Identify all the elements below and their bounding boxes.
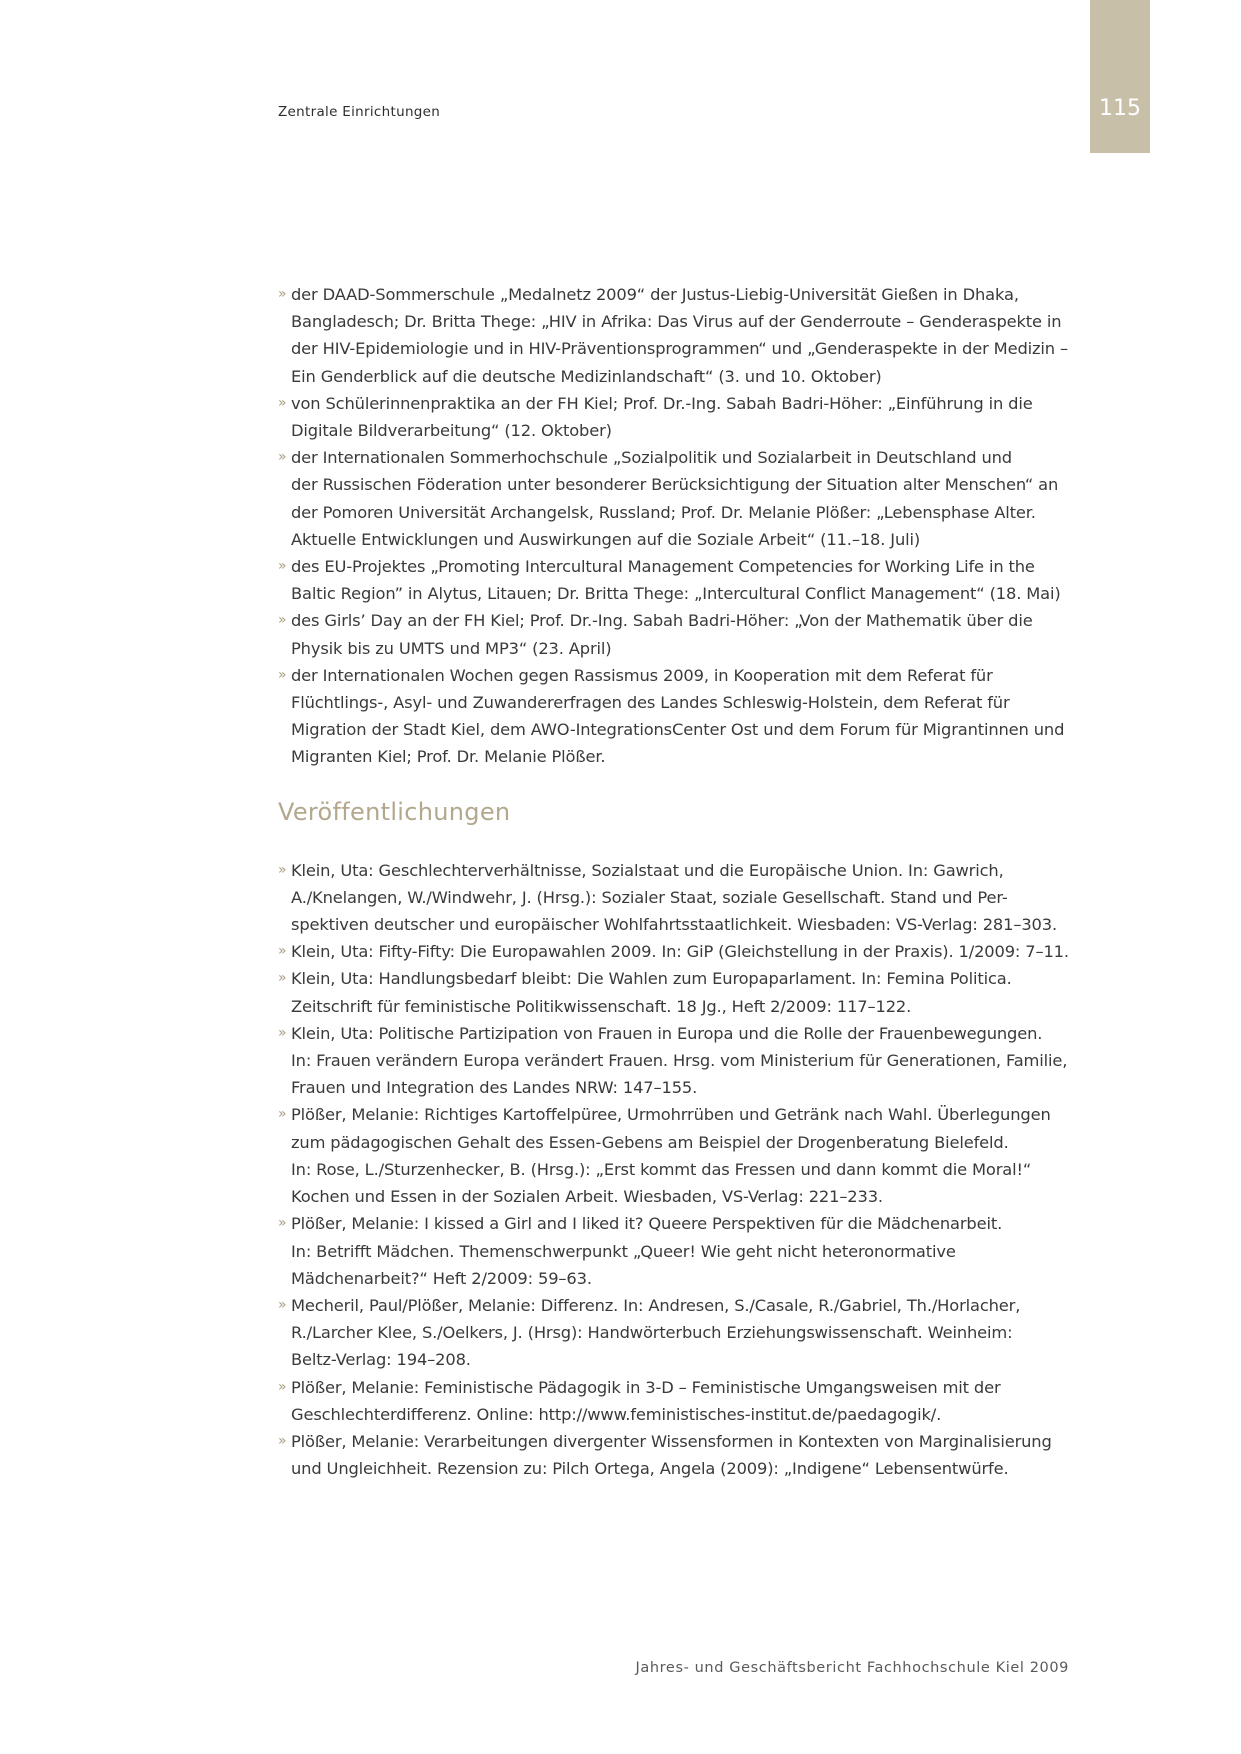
entry-line: Frauen und Integration des Landes NRW: 147–155. — [291, 1078, 698, 1098]
entry-line: Physik bis zu UMTS und MP3“ (23. April) — [291, 638, 612, 658]
event-entry — [278, 553, 1078, 607]
entry-line: der HIV-Epidemiologie und in HIV-Präventionsprogrammen“ und „Genderaspekte in der Medizin – — [291, 339, 1068, 359]
entry-line: Plößer, Melanie: Verarbeitungen divergenter Wissensformen in Kontexten von Marginalisierung — [291, 1431, 1052, 1451]
event-entry — [278, 444, 1078, 553]
bullet-marker: » — [278, 558, 287, 575]
publication-entry — [278, 1210, 1078, 1292]
bullet-marker: » — [278, 1024, 287, 1041]
bullet-marker: » — [278, 1432, 287, 1449]
entry-line: Aktuelle Entwicklungen und Auswirkungen auf die Soziale Arbeit“ (11.–18. Juli) — [291, 529, 921, 549]
publication-entry — [278, 1374, 1078, 1428]
entry-line: Klein, Uta: Fifty-Fifty: Die Europawahlen 2009. In: GiP (Gleichstellung in der Praxis). 1/2009: 7–11. — [291, 942, 1069, 962]
bullet-marker: » — [278, 1296, 287, 1313]
entry-line: der Internationalen Wochen gegen Rassismus 2009, in Kooperation mit dem Referat für — [291, 665, 993, 685]
entry-line: des Girls’ Day an der FH Kiel; Prof. Dr.-Ing. Sabah Badri-Höher: „Von der Mathematik über die — [291, 611, 1033, 631]
event-entry — [278, 607, 1078, 661]
publications-list — [278, 857, 1078, 1483]
entry-line: Migration der Stadt Kiel, dem AWO-IntegrationsCenter Ost und dem Forum für Migrantinnen und — [291, 720, 1065, 740]
entry-line: Plößer, Melanie: Richtiges Kartoffelpüree, Urmohrrüben und Getränk nach Wahl. Überlegungen — [291, 1105, 1051, 1125]
entry-line: der DAAD-Sommerschule „Medalnetz 2009“ der Justus-Liebig-Universität Gießen in Dhaka, — [291, 285, 1019, 304]
main-content — [278, 281, 1078, 1482]
entry-line: Beltz-Verlag: 194–208. — [291, 1350, 471, 1370]
entry-line: Ein Genderblick auf die deutsche Medizinlandschaft“ (3. und 10. Oktober) — [291, 366, 882, 386]
entry-line: Mecheril, Paul/Plößer, Melanie: Differenz. In: Andresen, S./Casale, R./Gabriel, Th./Horlacher, — [291, 1295, 1021, 1315]
bullet-marker: » — [278, 970, 287, 987]
bullet-marker: » — [278, 1215, 287, 1232]
entry-line: der Pomoren Universität Archangelsk, Russland; Prof. Dr. Melanie Plößer: „Lebensphase Alter. — [291, 502, 1036, 522]
entry-line: Klein, Uta: Geschlechterverhältnisse, Sozialstaat und die Europäische Union. In: Gawrich, — [291, 860, 1004, 880]
entry-line: spektiven deutscher und europäischer Wohlfahrtsstaatlichkeit. Wiesbaden: VS-Verlag: 281–303. — [291, 915, 1057, 935]
entry-line: In: Frauen verändern Europa verändert Frauen. Hrsg. vom Ministerium für Generationen, Familie, — [291, 1051, 1068, 1071]
section-heading-publications: Veröffentlichungen — [278, 797, 511, 826]
entry-line: Digitale Bildverarbeitung“ (12. Oktober) — [291, 421, 612, 441]
page-number-tab — [1090, 0, 1150, 153]
entry-line: Klein, Uta: Handlungsbedarf bleibt: Die Wahlen zum Europaparlament. In: Femina Politica. — [291, 969, 1012, 989]
entry-line: von Schülerinnenpraktika an der FH Kiel; Prof. Dr.-Ing. Sabah Badri-Höher: „Einführung in die — [291, 393, 1033, 413]
entry-line: In: Betrifft Mädchen. Themenschwerpunkt „Queer! Wie geht nicht heteronormative — [291, 1241, 956, 1261]
publication-entry — [278, 1101, 1078, 1210]
entry-line: A./Knelangen, W./Windwehr, J. (Hrsg.): Sozialer Staat, soziale Gesellschaft. Stand und Per- — [291, 887, 1008, 907]
bullet-marker: » — [278, 612, 287, 629]
entry-line: R./Larcher Klee, S./Oelkers, J. (Hrsg): Handwörterbuch Erziehungswissenschaft. Weinheim: — [291, 1323, 1013, 1343]
entry-line: Migranten Kiel; Prof. Dr. Melanie Plößer. — [291, 747, 606, 767]
event-entry — [278, 662, 1078, 771]
entry-line: Plößer, Melanie: I kissed a Girl and I liked it? Queere Perspektiven für die Mädchenarbeit. — [291, 1214, 1003, 1234]
bullet-marker: » — [278, 943, 287, 960]
bullet-marker: » — [278, 861, 287, 878]
entry-line: der Internationalen Sommerhochschule „Sozialpolitik und Sozialarbeit in Deutschland und — [291, 448, 1012, 468]
event-entry — [278, 281, 1078, 390]
bullet-marker: » — [278, 286, 287, 302]
bullet-marker: » — [278, 1378, 287, 1395]
bullet-marker: » — [278, 394, 287, 411]
running-head: Zentrale Einrichtungen — [278, 104, 441, 120]
bullet-marker: » — [278, 666, 287, 683]
entry-line: der Russischen Föderation unter besonderer Berücksichtigung der Situation alter Menschen“ an — [291, 475, 1059, 495]
event-entry — [278, 390, 1078, 444]
bullet-marker: » — [278, 449, 287, 466]
bullet-marker: » — [278, 1106, 287, 1123]
entry-line: und Ungleichheit. Rezension zu: Pilch Ortega, Angela (2009): „Indigene“ Lebensentwürfe. — [291, 1459, 1009, 1479]
entry-line: Baltic Region” in Alytus, Litauen; Dr. Britta Thege: „Intercultural Conflict Management“ (18. Mai) — [291, 584, 1061, 604]
entry-line: Zeitschrift für feministische Politikwissenschaft. 18 Jg., Heft 2/2009: 117–122. — [291, 996, 912, 1016]
publication-entry — [278, 938, 1078, 965]
publication-entry — [278, 965, 1078, 1019]
entry-line: Mädchenarbeit?“ Heft 2/2009: 59–63. — [291, 1268, 592, 1288]
footer-text: Jahres- und Geschäftsbericht Fachhochschule Kiel 2009 — [635, 1660, 1069, 1676]
entry-line: des EU-Projektes „Promoting Intercultural Management Competencies for Working Life in the — [291, 557, 1035, 577]
page-number: 115 — [1099, 96, 1141, 121]
publication-entry — [278, 1428, 1078, 1482]
entry-line: zum pädagogischen Gehalt des Essen-Gebens am Beispiel der Drogenberatung Bielefeld. — [291, 1132, 1009, 1152]
events-list — [278, 281, 1078, 771]
publication-entry — [278, 857, 1078, 939]
publication-entry — [278, 1020, 1078, 1102]
entry-line: Plößer, Melanie: Feministische Pädagogik in 3-D – Feministische Umgangsweisen mit der — [291, 1377, 1001, 1397]
entry-line: In: Rose, L./Sturzenhecker, B. (Hrsg.): „Erst kommt das Fressen und dann kommt die Moral!“ — [291, 1159, 1032, 1179]
publication-entry — [278, 1292, 1078, 1374]
entry-line: Klein, Uta: Politische Partizipation von Frauen in Europa und die Rolle der Frauenbewegungen. — [291, 1023, 1043, 1043]
entry-line: Kochen und Essen in der Sozialen Arbeit. Wiesbaden, VS-Verlag: 221–233. — [291, 1187, 883, 1207]
entry-line: Geschlechterdifferenz. Online: http://www.feministisches-institut.de/paedagogik/. — [291, 1404, 942, 1424]
entry-line: Bangladesch; Dr. Britta Thege: „HIV in Afrika: Das Virus auf der Genderroute – Genderaspekte in — [291, 312, 1062, 332]
entry-line: Flüchtlings-, Asyl- und Zuwandererfragen des Landes Schleswig-Holstein, dem Referat für — [291, 693, 1010, 713]
